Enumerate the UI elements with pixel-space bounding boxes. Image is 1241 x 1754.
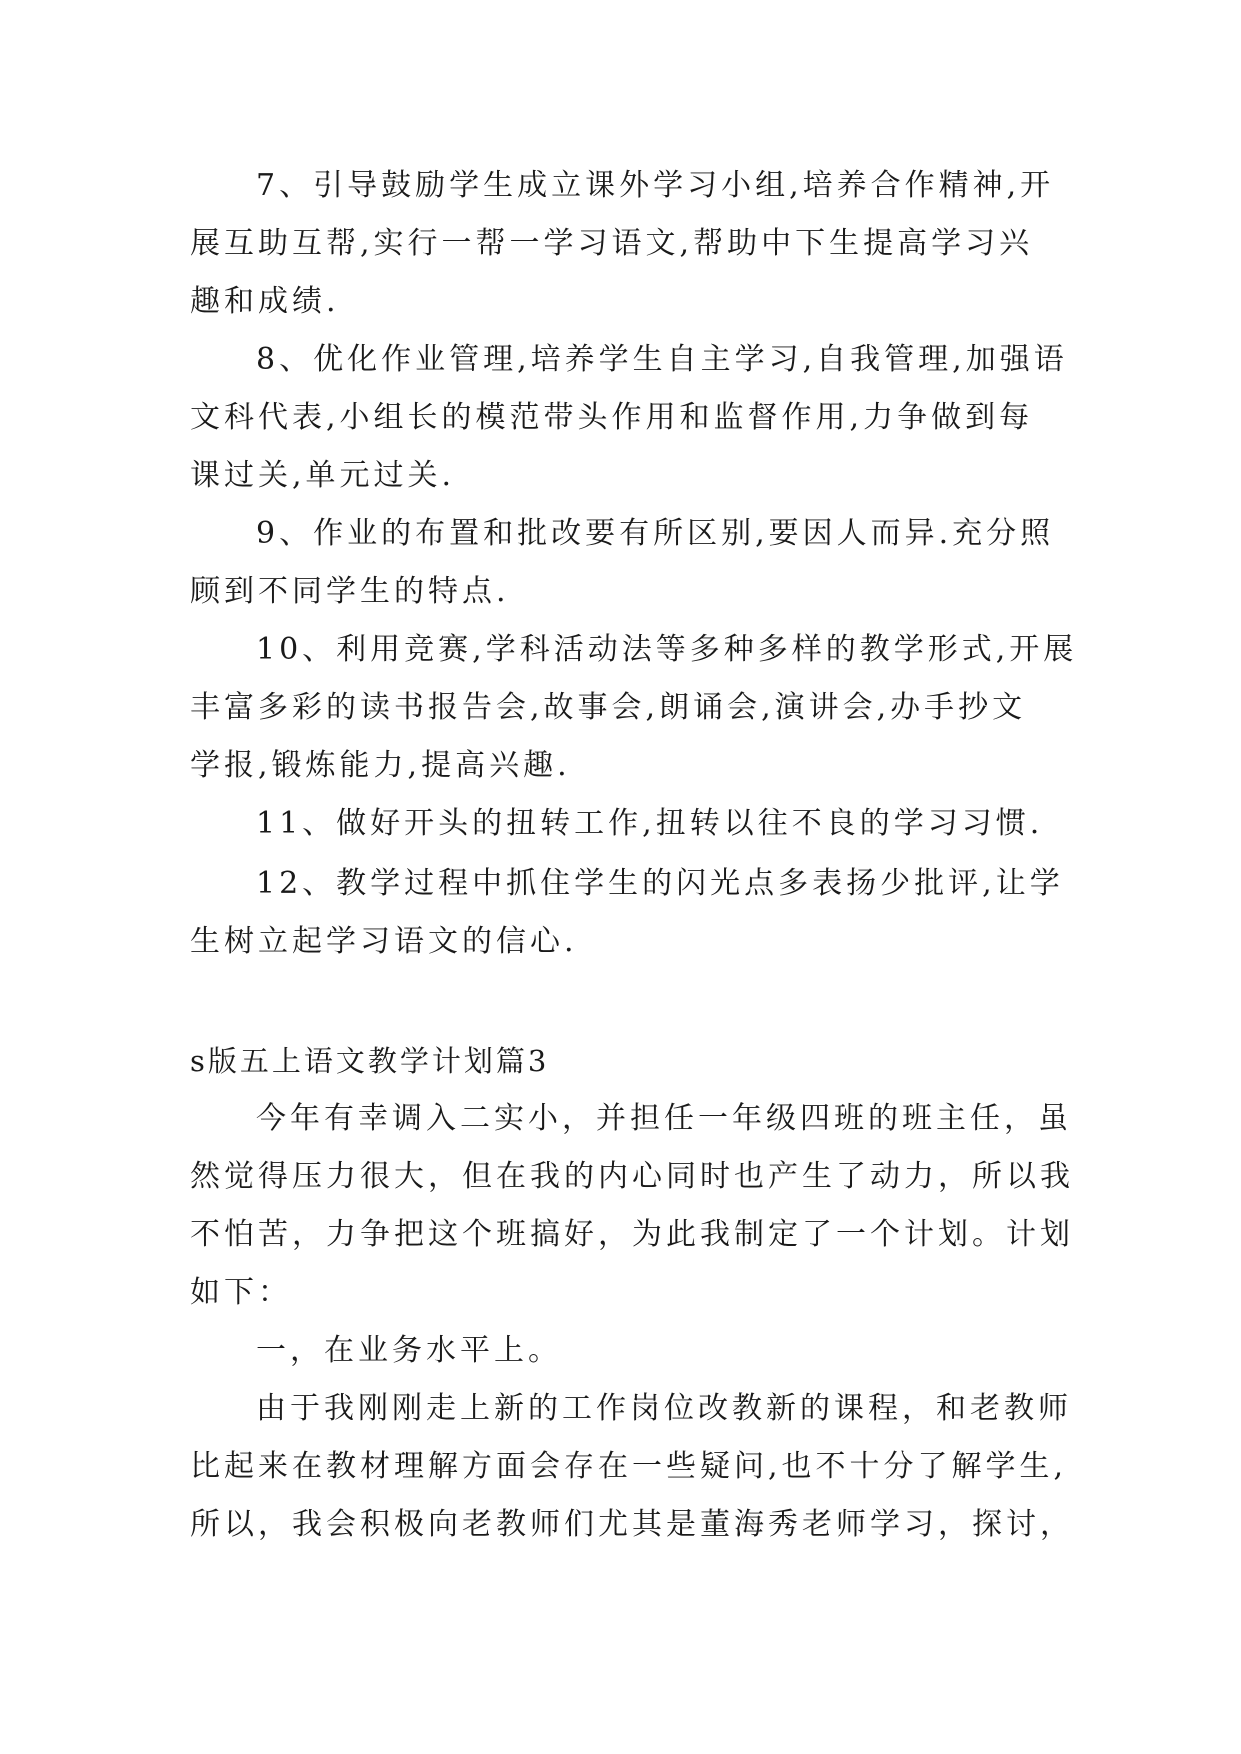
text-line: 然觉得压力很大，但在我的内心同时也产生了动力，所以我 [190,1159,1074,1194]
text-line: 10、利用竞赛,学科活动法等多种多样的教学形式,开展 [256,632,1078,667]
text-line: 顾到不同学生的特点. [190,574,510,609]
paragraph-item-8 [190,331,1068,505]
text-line: 今年有幸调入二实小，并担任一年级四班的班主任，虽 [256,1101,1072,1136]
intro-paragraph [190,1090,1074,1322]
paragraph-item-9 [190,505,1060,621]
text-line: 所以，我会积极向老教师们尤其是董海秀老师学习，探讨， [190,1507,1074,1542]
text-line: 趣和成绩. [190,284,340,319]
text-line: 丰富多彩的读书报告会,故事会,朗诵会,演讲会,办手抄文 [190,690,1027,725]
paragraph-item-7 [190,157,1060,331]
point-one-heading [190,1322,1060,1380]
text-line: 8、优化作业管理,培养学生自主学习,自我管理,加强语 [256,342,1068,377]
text-line: 课过关,单元过关. [190,458,456,493]
text-line: 生树立起学习语文的信心. [190,924,578,959]
text-line: 7、引导鼓励学生成立课外学习小组,培养合作精神,开 [256,168,1055,203]
text-line: 一，在业务水平上。 [256,1333,562,1368]
text-line: 如下： [190,1275,292,1310]
text-line: 文科代表,小组长的模范带头作用和监督作用,力争做到每 [190,400,1034,435]
section-heading [190,1032,1060,1090]
text-line: 12、教学过程中抓住学生的闪光点多表扬少批评,让学 [256,866,1064,901]
paragraph-item-11 [190,795,1060,853]
section-title: s版五上语文教学计划篇3 [190,1044,550,1078]
text-line: 展互助互帮,实行一帮一学习语文,帮助中下生提高学习兴 [190,226,1034,261]
text-line: 11、做好开头的扭转工作,扭转以往不良的学习习惯. [256,806,1044,841]
text-line: 9、作业的布置和批改要有所区别,要因人而异.充分照 [256,516,1055,551]
paragraph-item-12 [190,855,1064,971]
point-one-body [190,1380,1074,1554]
text-line: 不怕苦，力争把这个班搞好，为此我制定了一个计划。计划 [190,1217,1074,1252]
text-line: 比起来在教材理解方面会存在一些疑问,也不十分了解学生, [190,1449,1068,1484]
text-line: 学报,锻炼能力,提高兴趣. [190,748,571,783]
paragraph-item-10 [190,621,1078,795]
text-line: 由于我刚刚走上新的工作岗位改教新的课程，和老教师 [256,1391,1072,1426]
